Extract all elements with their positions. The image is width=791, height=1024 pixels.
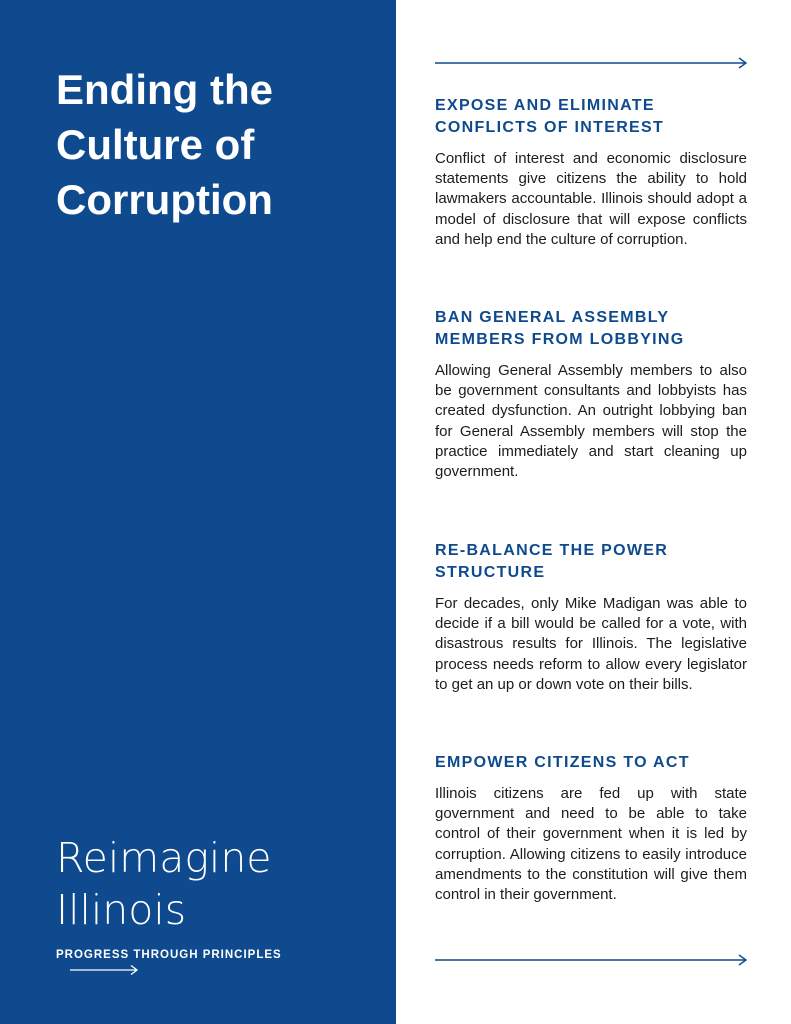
page-title-line: Culture of <box>56 121 255 168</box>
brand-logo <box>56 832 272 988</box>
section-empower-citizens <box>435 752 747 905</box>
section-body: For decades, only Mike Madigan was able to decide if a bill would be called for a vote, with disastrous results for Illinois. The legislative process needs reform to allow every legislator to get an up or down vote on their bills. <box>435 595 747 693</box>
arrow-right-icon <box>435 953 748 967</box>
section-body: Conflict of interest and economic disclosure statements give citizens the ability to hold lawmakers accountable. Illinois should adopt a model of disclosure that will expose conflicts and help end the culture of corruption. <box>435 150 747 248</box>
page-title <box>56 62 376 227</box>
section-heading: EMPOWER CITIZENS TO ACT <box>435 754 690 771</box>
section-conflicts-of-interest <box>435 95 747 250</box>
section-lobbying-ban <box>435 307 747 482</box>
section-power-structure <box>435 540 747 695</box>
page-title-line: Corruption <box>56 176 273 223</box>
section-body: Illinois citizens are fed up with state government and need to be able to take control of their government when it is led by corruption. Allowing citizens to easily introduce amendments to the constitution will give them control in their government. <box>435 785 747 904</box>
arrow-right-icon <box>435 56 748 70</box>
brand-name-line2-row <box>56 884 272 988</box>
arrow-right-icon <box>70 964 140 976</box>
page-title-line: Ending the <box>56 66 273 113</box>
section-heading: RE-BALANCE THE POWER STRUCTURE <box>435 542 669 581</box>
tagline: PROGRESS THROUGH PRINCIPLES <box>56 949 282 961</box>
section-heading: EXPOSE AND ELIMINATE CONFLICTS OF INTEREST <box>435 97 665 136</box>
brand-name-line2: Illinois <box>56 886 187 934</box>
section-body: Allowing General Assembly members to also be government consultants and lobbyists has created dysfunction. An outright lobbying ban for General Assembly members will stop the practice immediately and start cleaning up government. <box>435 362 747 481</box>
brand-name-line1: Reimagine <box>56 834 272 882</box>
section-heading: BAN GENERAL ASSEMBLY MEMBERS FROM LOBBYING <box>435 309 685 348</box>
